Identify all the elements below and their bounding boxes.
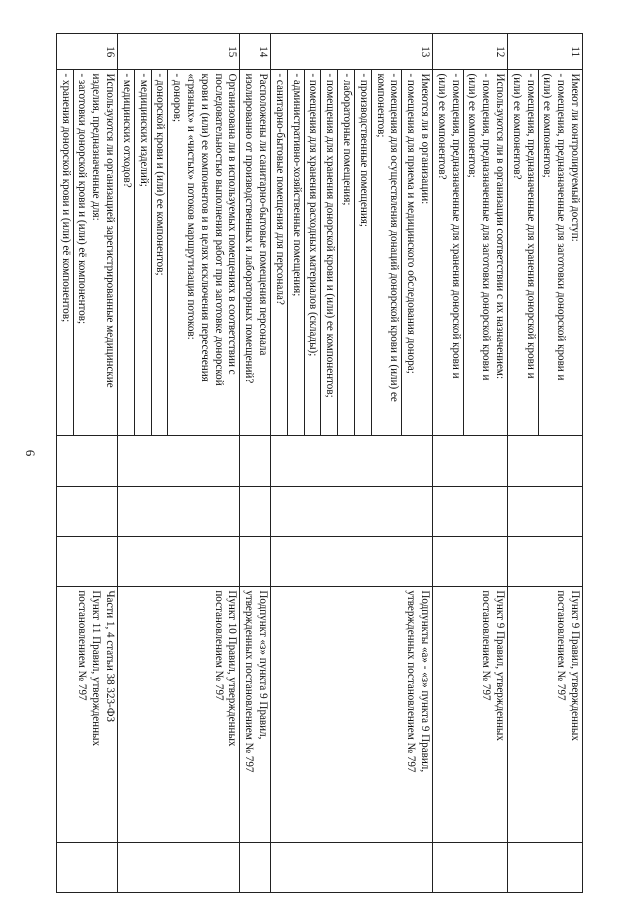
answer-cell-no: [118, 486, 240, 536]
requirement-cell: [338, 70, 355, 436]
notes-cell: [56, 842, 117, 892]
requirement-line: - донорской крови и (или) ее компонентов;: [154, 73, 167, 276]
requirement-line: - помещения для хранения донорской крови и (или) ее компонентов;: [324, 73, 337, 398]
answer-cell-no: [433, 486, 508, 536]
requirement-line: - доноров;: [171, 73, 184, 123]
notes-cell: [508, 842, 583, 892]
table-row: [538, 34, 582, 893]
row-number: 15: [118, 34, 240, 70]
requirement-line: Организована ли в используемых помещениях в соответствии с: [226, 73, 239, 375]
answer-cell-na: [56, 537, 117, 587]
legal-reference-line: Части 1, 4 статьи 38 323-ФЗ: [104, 590, 117, 723]
legal-reference-line: Подпункт «з» пункта 9 Правил,: [257, 590, 270, 740]
requirement-line: (или) ее компонентов?: [435, 73, 448, 180]
requirement-cell: [134, 70, 151, 436]
requirement-line: изолированно от производственных и лабораторных помещений?: [243, 73, 256, 384]
requirement-line: (или) ее компонентов;: [541, 73, 554, 178]
legal-reference-line: постановлением № 797: [480, 590, 493, 701]
checklist-table: [56, 33, 583, 893]
answer-cell-yes: [271, 436, 433, 486]
legal-reference-line: Пункт 11 Правил, утвержденных: [90, 590, 103, 747]
legal-reference-line: Пункт 9 Правил, утвержденных: [569, 590, 581, 741]
requirement-cell: [304, 70, 321, 436]
row-number: 13: [271, 34, 433, 70]
requirement-line: - хранения донорской крови и (или) её компонентов;: [59, 73, 72, 323]
table-row: [402, 34, 433, 893]
table-row: [73, 34, 117, 893]
legal-reference-line: утвержденных постановлением № 797: [405, 590, 418, 773]
requirement-line: Имеют ли контролируемый доступ:: [569, 73, 581, 242]
requirement-line: - административно-хозяйственные помещения;: [290, 73, 303, 297]
answer-cell-yes: [508, 436, 583, 486]
requirement-line: изделия, предназначенные для:: [90, 73, 103, 221]
requirement-cell: [402, 70, 433, 436]
requirement-cell: [321, 70, 338, 436]
requirement-line: Расположены ли санитарно-бытовые помещения персонала: [257, 73, 270, 356]
answer-cell-no: [508, 486, 583, 536]
requirement-line: «грязных» и «чистых» потоков маршрутизация потоков:: [185, 73, 198, 340]
requirement-cell: [355, 70, 372, 436]
answer-cell-na: [118, 537, 240, 587]
requirement-line: - помещения, предназначенные для заготовки донорской крови и: [555, 73, 568, 381]
requirement-cell: [118, 70, 135, 436]
legal-reference-cell: [240, 587, 271, 842]
requirement-line: - помещения, предназначенные для заготовки донорской крови и: [480, 73, 493, 381]
legal-reference-line: постановлением № 797: [76, 590, 89, 701]
row-number: 11: [508, 34, 583, 70]
rotated-checklist: [59, 33, 583, 893]
notes-cell: [433, 842, 508, 892]
notes-cell: [118, 842, 240, 892]
legal-reference-cell: [433, 587, 508, 842]
requirement-cell: [168, 70, 240, 436]
requirement-cell: [538, 70, 582, 436]
requirement-cell: [287, 70, 304, 436]
legal-reference-line: постановлением № 797: [555, 590, 568, 701]
legal-reference-line: Пункт 9 Правил, утвержденных: [494, 590, 507, 741]
requirement-line: последовательностью выполнения работ при заготовке донорской: [212, 73, 225, 386]
answer-cell-yes: [433, 436, 508, 486]
requirement-cell: [56, 70, 73, 436]
requirement-cell: [508, 70, 539, 436]
requirement-cell: [463, 70, 507, 436]
requirement-line: - производственные помещения;: [357, 73, 370, 227]
answer-cell-na: [271, 537, 433, 587]
requirement-line: - медицинских изделий;: [137, 73, 150, 187]
requirement-line: - помещения для хранения расходных материалов (склады);: [307, 73, 320, 357]
requirement-line: - заготовки донорской крови и (или) её компонентов;: [76, 73, 89, 325]
requirement-line: - помещения для осуществления донаций донорской крови и (или) ее: [388, 73, 401, 402]
notes-cell: [271, 842, 433, 892]
requirement-line: Используются ли в организации соответствии с их назначением:: [494, 73, 507, 380]
answer-cell-yes: [118, 436, 240, 486]
legal-reference-line: Пункт 10 Правил, утвержденных: [226, 590, 239, 747]
answer-cell-no: [271, 486, 433, 536]
answer-cell-no: [240, 486, 271, 536]
checklist-body: [56, 34, 582, 893]
row-number: 14: [240, 34, 271, 70]
row-number: 16: [56, 34, 117, 70]
requirement-line: (или) ее компонентов?: [510, 73, 523, 180]
table-row: [463, 34, 507, 893]
requirement-line: (или) ее компонентов;: [466, 73, 479, 178]
requirement-cell: [151, 70, 168, 436]
requirement-cell: [271, 70, 288, 436]
legal-reference-line: постановлением № 797: [212, 590, 225, 701]
answer-cell-no: [56, 486, 117, 536]
legal-reference-cell: [56, 587, 117, 842]
legal-reference-cell: [271, 587, 433, 842]
requirement-cell: [240, 70, 271, 436]
requirement-line: - помещения, предназначенные для хранения донорской крови и: [524, 73, 537, 379]
notes-cell: [240, 842, 271, 892]
requirement-line: - помещения для приема и медицинского обследования донора;: [405, 73, 418, 374]
requirement-line: - помещения, предназначенные для хранения донорской крови и: [449, 73, 462, 379]
table-row: [240, 34, 271, 893]
requirement-line: Имеются ли в организации:: [419, 73, 432, 205]
page-number: 6: [23, 449, 38, 457]
legal-reference-line: Подпункты «а» - «з» пункта 9 Правил,: [419, 590, 432, 773]
requirement-cell: [433, 70, 464, 436]
requirement-line: - медицинских отходов?: [120, 73, 133, 188]
requirement-line: - санитарно-бытовые помещения для персонала?: [273, 73, 286, 305]
legal-reference-cell: [118, 587, 240, 842]
legal-reference-line: утвержденных постановлением № 797: [243, 590, 256, 773]
answer-cell-yes: [56, 436, 117, 486]
legal-reference-cell: [508, 587, 583, 842]
requirement-cell: [73, 70, 117, 436]
requirement-line: компонентов;: [374, 73, 387, 138]
requirement-cell: [371, 70, 402, 436]
table-row: [168, 34, 240, 893]
requirement-line: крови и (или) ее компонентов и в целях исключения пересечения: [198, 73, 211, 382]
answer-cell-na: [240, 537, 271, 587]
requirement-line: - лабораторные помещения;: [341, 73, 354, 206]
requirement-line: Используются ли организацией зарегистрированные медицинские: [104, 73, 117, 388]
row-number: 12: [433, 34, 508, 70]
answer-cell-na: [508, 537, 583, 587]
answer-cell-na: [433, 537, 508, 587]
answer-cell-yes: [240, 436, 271, 486]
